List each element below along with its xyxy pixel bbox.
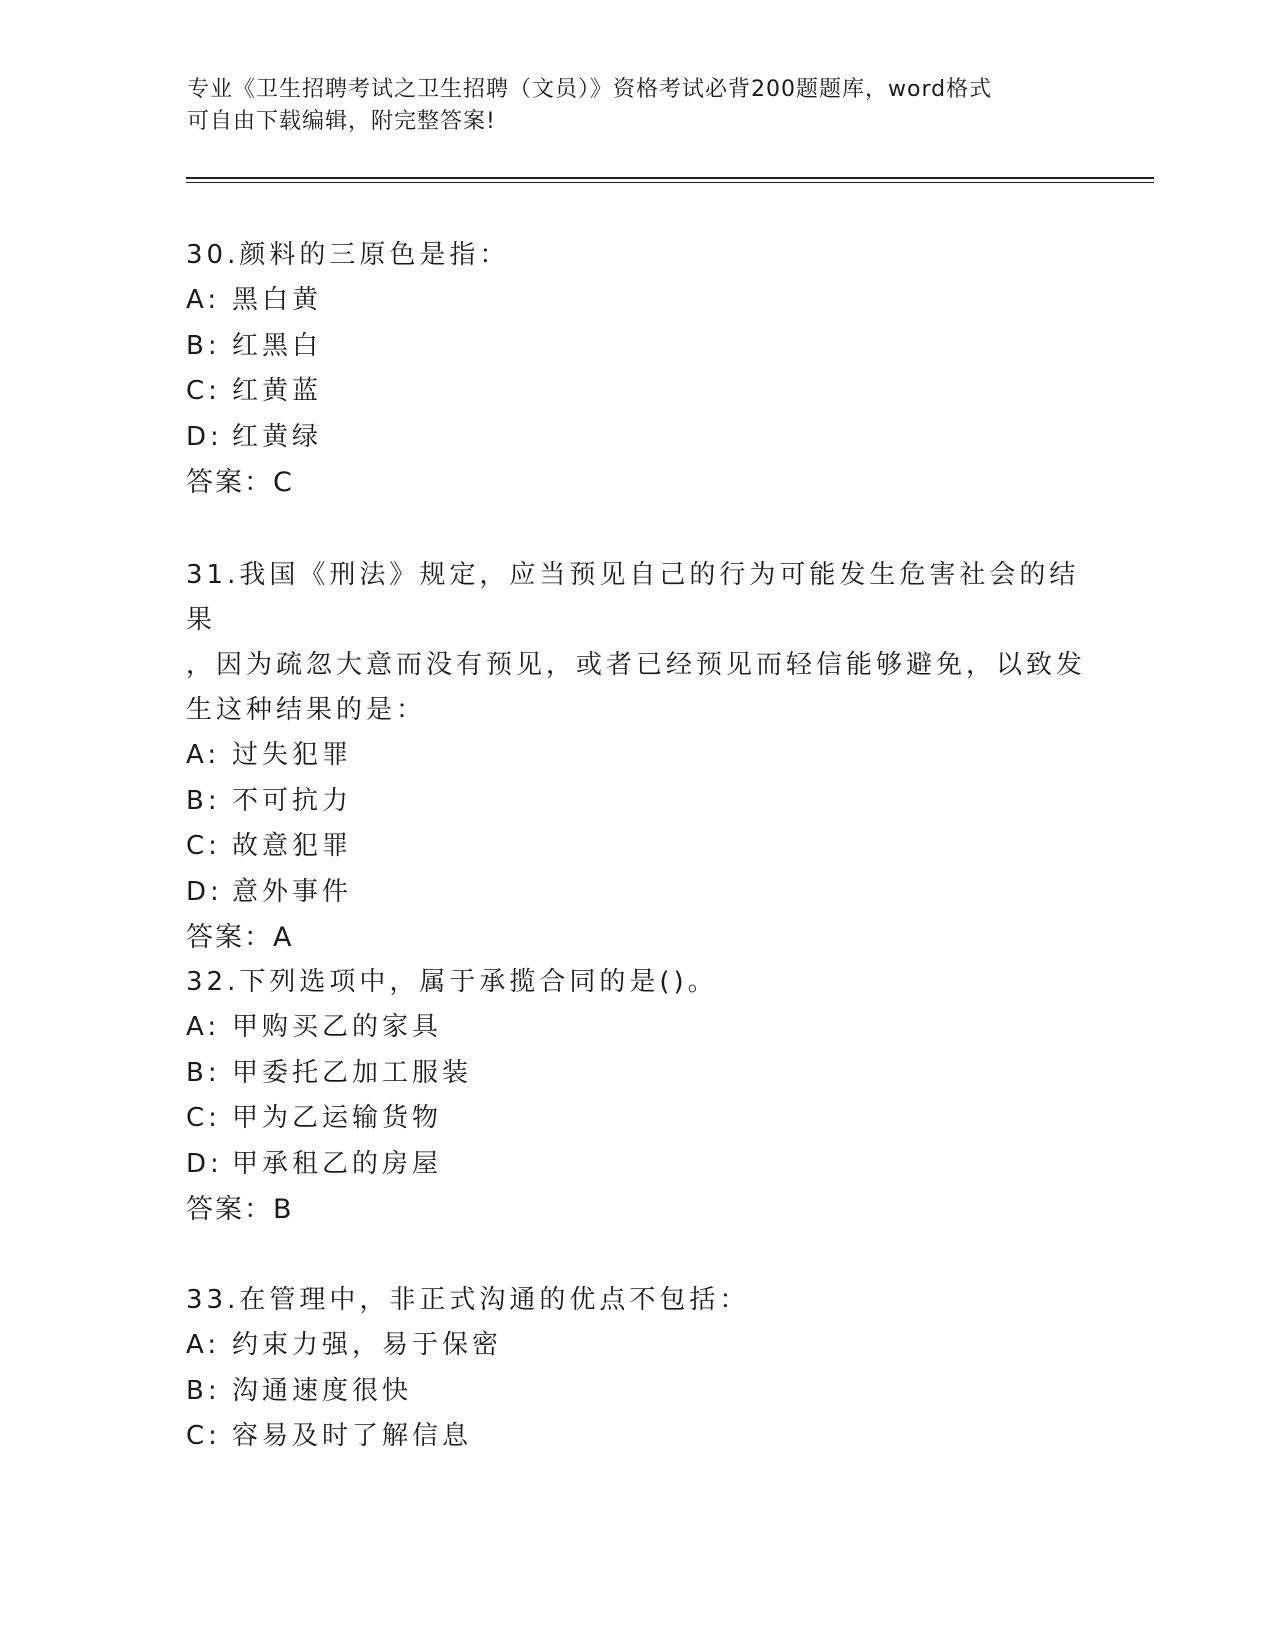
option-d xyxy=(186,870,1086,916)
option-text: 红黑白 xyxy=(232,330,323,361)
option-c xyxy=(186,1096,1086,1142)
option-c xyxy=(186,1414,1086,1460)
option-a xyxy=(186,278,1086,324)
option-key: A: xyxy=(186,1330,221,1360)
option-text: 沟通速度很快 xyxy=(232,1375,413,1406)
header-title-line-1: 专业《卫生招聘考试之卫生招聘（文员）》资格考试必背200题题库，word格式 xyxy=(187,77,993,102)
question-stem: 30.颜料的三原色是指： xyxy=(186,240,510,270)
option-key: C: xyxy=(186,1103,221,1133)
question-stem-line-2: ，因为疏忽大意而没有预见，或者已经预见而轻信能够避免，以致发 xyxy=(186,650,1087,680)
option-a xyxy=(186,1323,1086,1369)
option-key: C: xyxy=(186,376,221,406)
option-b xyxy=(186,779,1086,825)
option-key: D: xyxy=(186,1148,223,1179)
option-text: 约束力强，易于保密 xyxy=(232,1330,503,1360)
option-d xyxy=(186,1142,1086,1188)
question-31 xyxy=(186,553,1086,961)
option-b xyxy=(186,1051,1086,1097)
option-text: 红黄蓝 xyxy=(232,376,323,406)
option-a xyxy=(186,1005,1086,1051)
option-key: A: xyxy=(186,285,221,315)
answer-line: 答案：B xyxy=(186,1194,294,1225)
option-text: 甲为乙运输货物 xyxy=(232,1103,443,1133)
question-32 xyxy=(186,960,1086,1233)
question-stem-line-3: 生这种结果的是： xyxy=(186,695,427,725)
option-text: 过失犯罪 xyxy=(232,740,353,770)
document-header xyxy=(187,74,1067,138)
option-text: 甲购买乙的家具 xyxy=(232,1012,443,1042)
option-key: B: xyxy=(186,785,221,816)
option-key: D: xyxy=(186,876,223,907)
option-key: A: xyxy=(186,740,221,770)
header-divider-thin xyxy=(186,182,1154,183)
option-text: 不可抗力 xyxy=(232,785,353,816)
option-c xyxy=(186,824,1086,870)
option-text: 黑白黄 xyxy=(232,285,323,315)
option-key: A: xyxy=(186,1012,221,1042)
option-key: B: xyxy=(186,1057,221,1088)
option-text: 容易及时了解信息 xyxy=(232,1421,473,1451)
option-b xyxy=(186,1369,1086,1415)
question-30 xyxy=(186,233,1086,506)
option-text: 意外事件 xyxy=(232,876,353,907)
answer-line: 答案：A xyxy=(186,922,294,953)
header-divider-thick xyxy=(186,177,1154,179)
question-stem: 32.下列选项中，属于承揽合同的是()。 xyxy=(186,967,718,997)
option-text: 甲委托乙加工服装 xyxy=(232,1057,473,1088)
option-a xyxy=(186,733,1086,779)
option-key: B: xyxy=(186,330,221,361)
option-c xyxy=(186,369,1086,415)
option-d xyxy=(186,415,1086,461)
option-text: 故意犯罪 xyxy=(232,831,353,861)
header-title-line-2: 可自由下载编辑，附完整答案! xyxy=(187,109,496,134)
option-text: 甲承租乙的房屋 xyxy=(232,1148,443,1179)
question-33 xyxy=(186,1278,1086,1460)
answer-line: 答案：C xyxy=(186,467,294,498)
option-key: C: xyxy=(186,831,221,861)
option-text: 红黄绿 xyxy=(232,421,323,452)
option-key: B: xyxy=(186,1375,221,1406)
option-key: C: xyxy=(186,1421,221,1451)
option-b xyxy=(186,324,1086,370)
question-stem: 33.在管理中，非正式沟通的优点不包括： xyxy=(186,1285,750,1315)
question-stem-line-1: 31.我国《刑法》规定，应当预见自己的行为可能发生危害社会的结果 xyxy=(186,560,1080,635)
option-key: D: xyxy=(186,421,223,452)
